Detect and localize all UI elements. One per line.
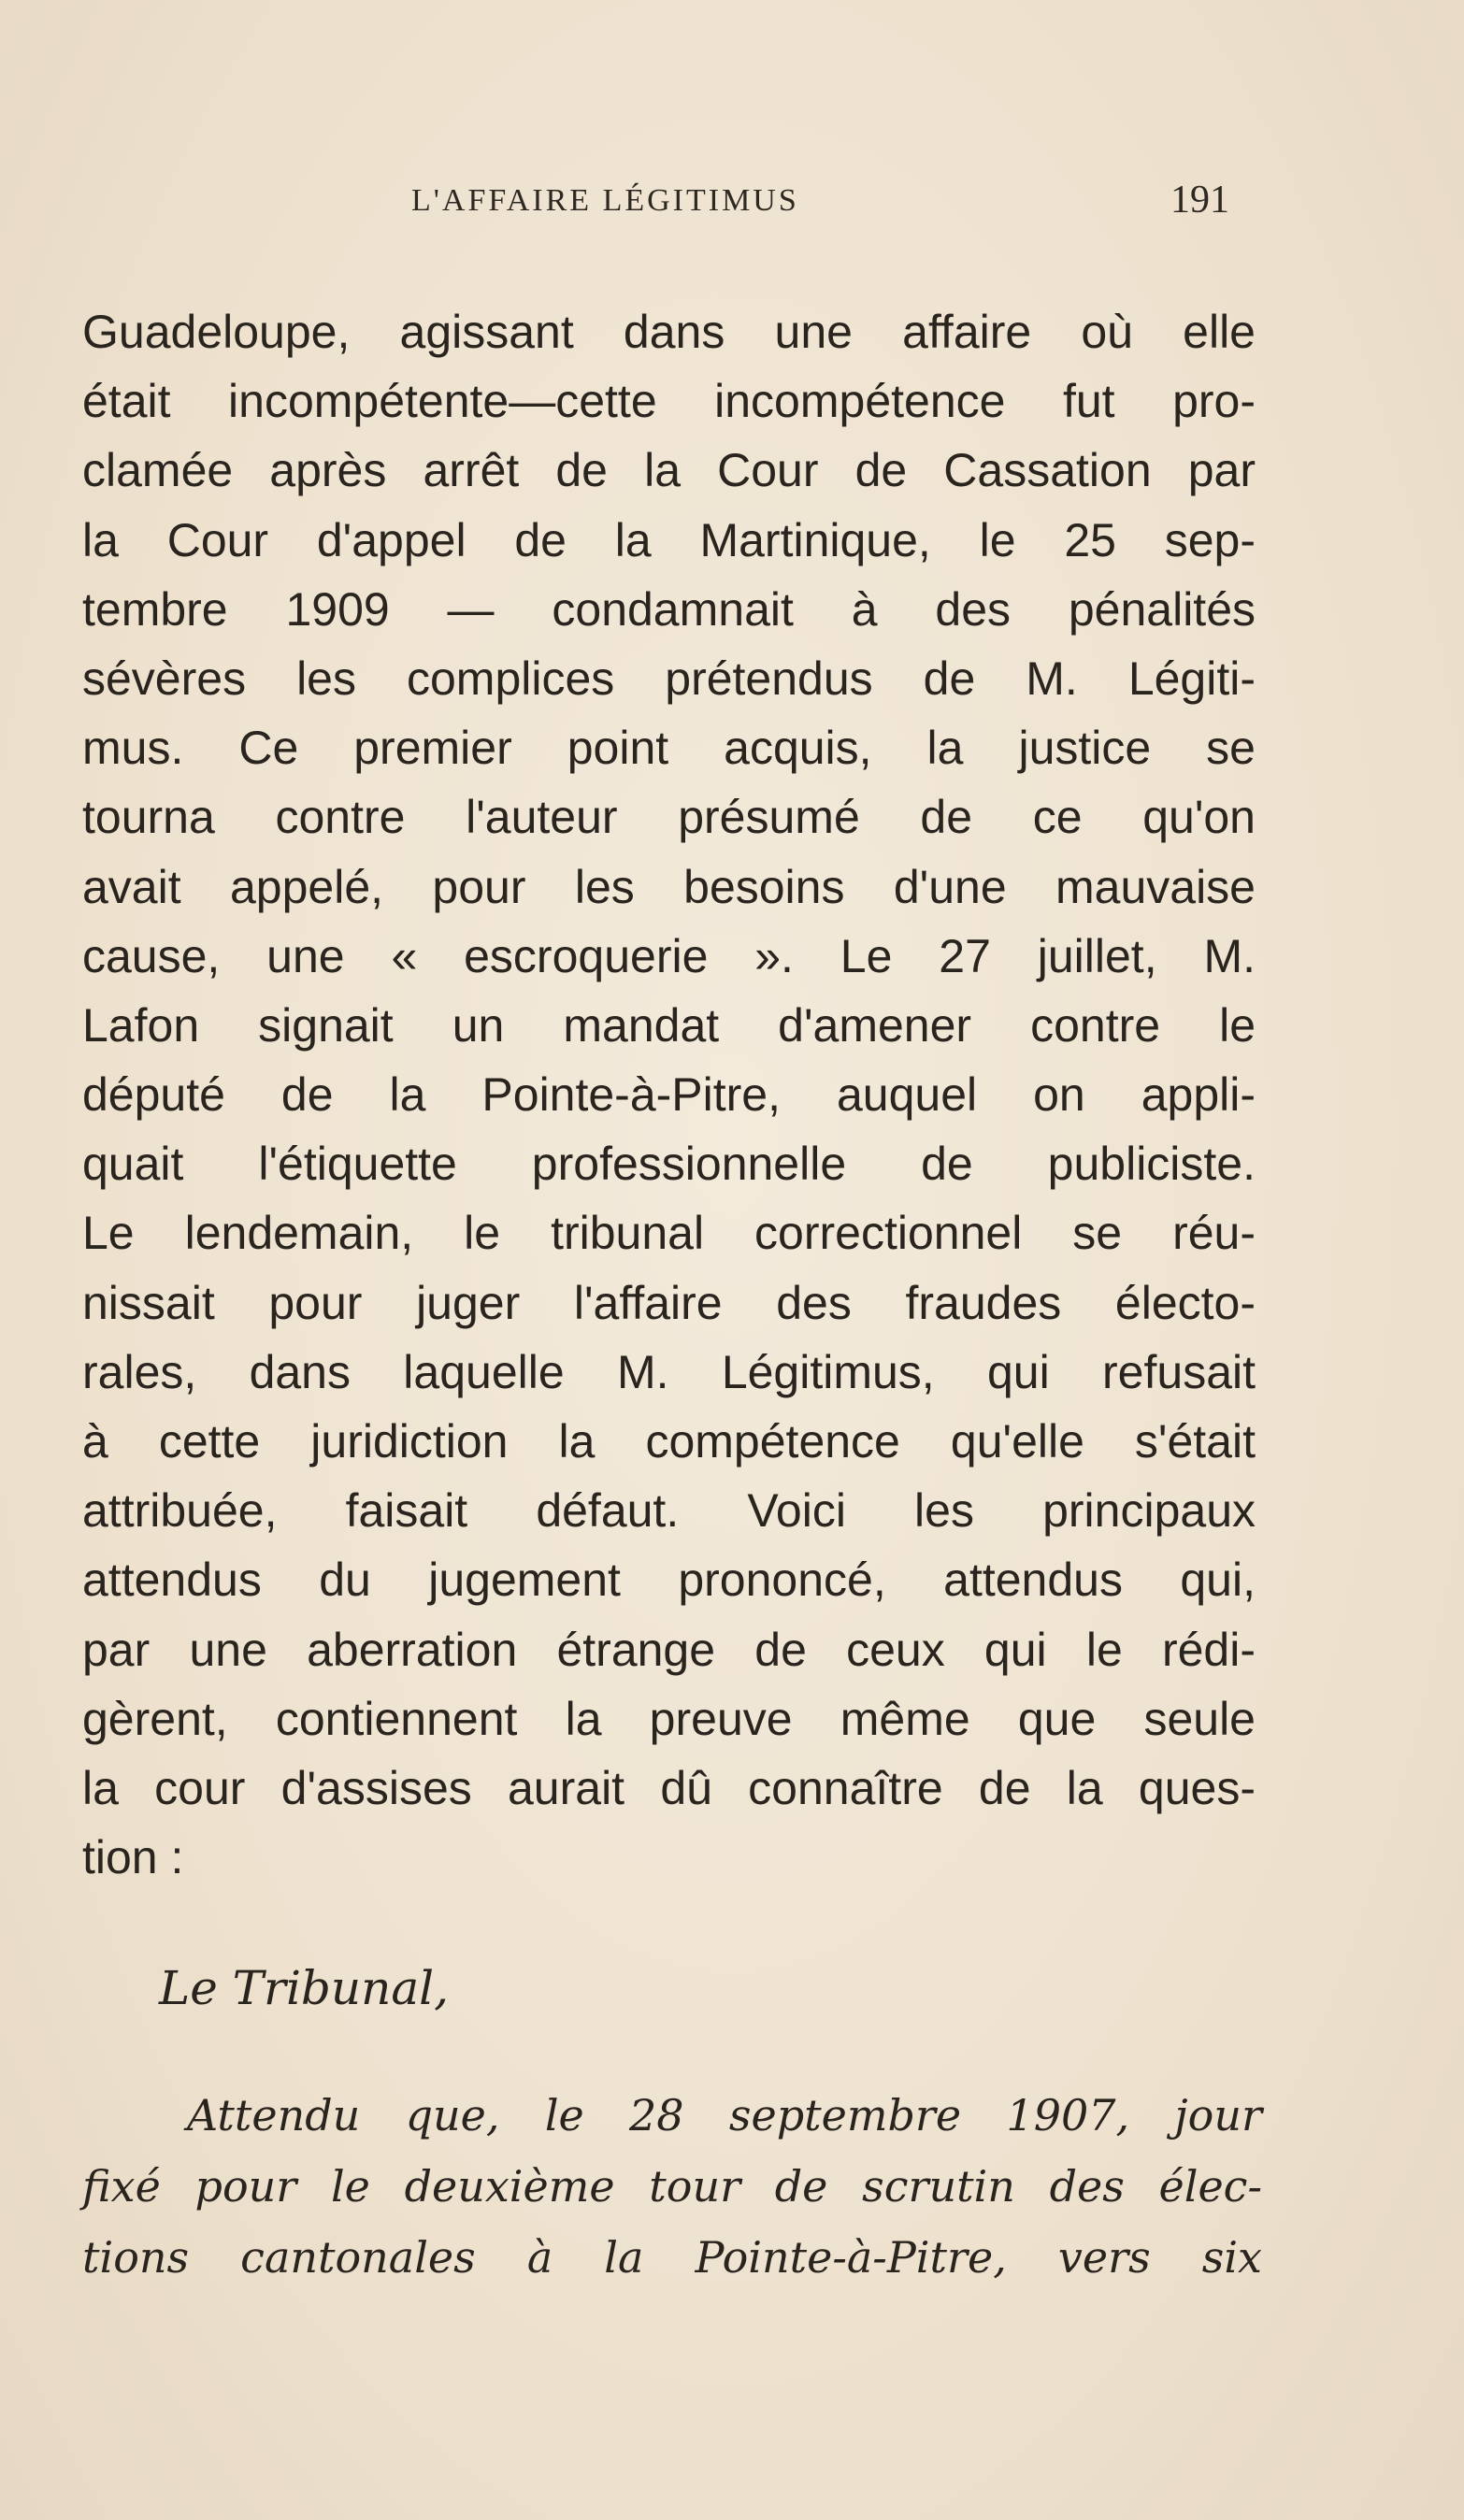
text-line: député de la Pointe-à-Pitre, auquel on appli- [82,1068,1256,1122]
text-line: clamée après arrêt de la Cour de Cassation par [82,444,1256,497]
page-number: 191 [1170,179,1229,222]
text-line: par une aberration étrange de ceux qui le rédi- [82,1623,1256,1676]
quote-line: tions cantonales à la Pointe-à-Pitre, vers six [82,2232,1262,2283]
text-line: rales, dans laquelle M. Légitimus, qui refusait [82,1345,1256,1398]
text-line: était incompétente—cette incompétence fut pro- [82,375,1256,428]
quote-line: fixé pour le deuxième tour de scrutin des élec- [82,2161,1262,2212]
quote-heading: Le Tribunal, [159,1961,450,2015]
text-line: la Cour d'appel de la Martinique, le 25 sep- [82,513,1256,566]
text-line: Guadeloupe, agissant dans une affaire où elle [82,306,1256,358]
text-line: tembre 1909 — condamnait à des pénalités [82,582,1256,636]
running-header [0,179,1464,230]
text-line: avait appelé, pour les besoins d'une mauvaise [82,860,1256,913]
text-line: sévères les complices prétendus de M. Légiti- [82,651,1256,705]
text-line: nissait pour juger l'affaire des fraudes électo- [82,1276,1256,1329]
quote-line: Attendu que, le 28 septembre 1907, jour [187,2090,1262,2141]
quoted-judgment [82,2080,1262,2293]
text-line: à cette juridiction la compétence qu'elle s'était [82,1415,1256,1468]
text-line: mus. Ce premier point acquis, la justice se [82,722,1256,775]
text-line: la cour d'assises aurait dû connaître de la ques- [82,1761,1256,1814]
text-line: cause, une « escroquerie ». Le 27 juillet, M. [82,929,1256,982]
text-line: attribuée, faisait défaut. Voici les principaux [82,1484,1256,1538]
text-line: Lafon signait un mandat d'amener contre le [82,998,1256,1052]
text-line: quait l'étiquette professionnelle de publiciste. [82,1138,1256,1191]
text-line: tion : [82,1831,184,1884]
running-title: L'AFFAIRE LÉGITIMUS [411,183,799,218]
body-paragraph [82,297,1256,1892]
text-line: gèrent, contiennent la preuve même que seule [82,1692,1256,1745]
text-line: tourna contre l'auteur présumé de ce qu'on [82,791,1256,844]
text-line: attendus du jugement prononcé, attendus qui, [82,1554,1256,1607]
text-line: Le lendemain, le tribunal correctionnel se réu- [82,1207,1256,1260]
